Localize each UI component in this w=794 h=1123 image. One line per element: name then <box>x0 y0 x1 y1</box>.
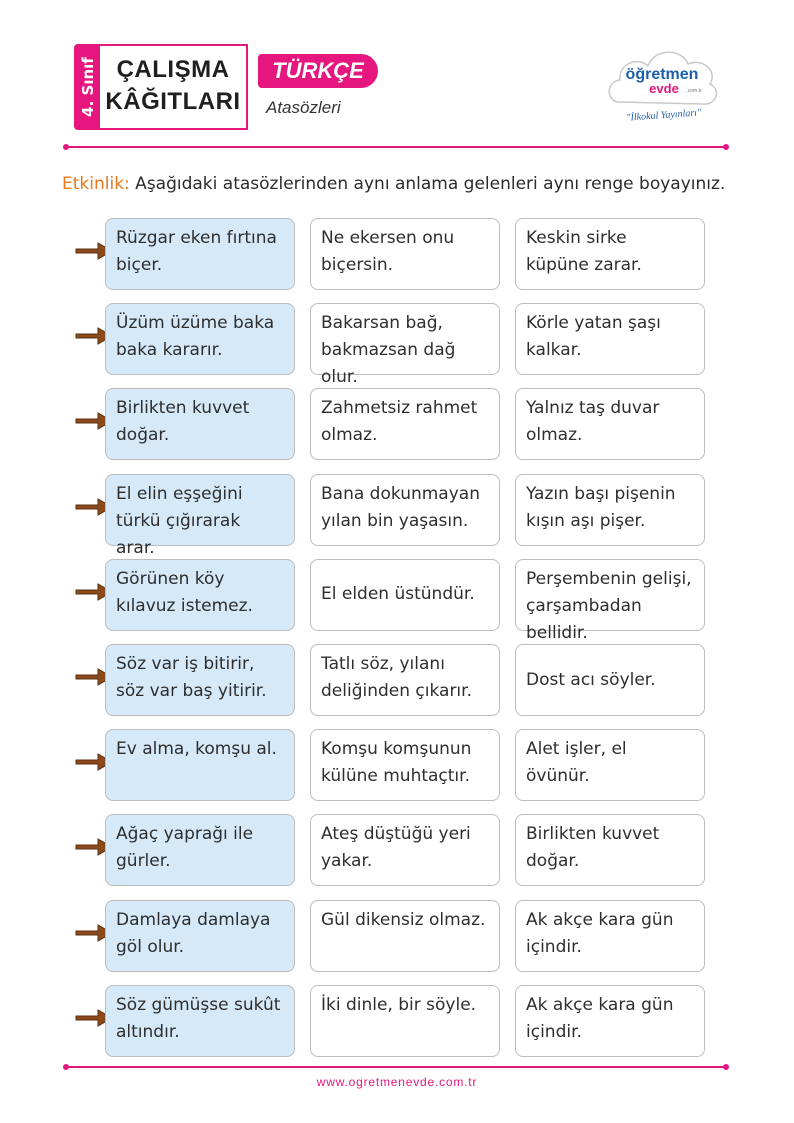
proverb-text: Tatlı söz, yılanı deliğinden çıkarır. <box>321 654 472 701</box>
proverb-text: Komşu komşunun külüne muhtaçtır. <box>321 739 472 787</box>
proverb-card-c1[interactable] <box>105 559 295 631</box>
proverb-card-c2[interactable] <box>310 474 500 546</box>
ogretmenevde-logo <box>604 40 722 130</box>
proverb-card-c1[interactable] <box>105 900 295 972</box>
proverb-text: Damlaya damlaya göl olur. <box>116 909 271 957</box>
logo-domain-text: .com.tr <box>686 88 702 94</box>
proverb-card-c3[interactable] <box>515 900 705 972</box>
proverb-text: Üzüm üzüme baka baka kararır. <box>116 313 275 361</box>
proverb-text: Körle yatan şaşı kalkar. <box>526 313 661 361</box>
proverb-text: İki dinle, bir söyle. <box>321 994 477 1015</box>
proverb-card-c2[interactable] <box>310 814 500 886</box>
proverb-text: Söz var iş bitirir, söz var baş yitirir. <box>116 654 267 701</box>
proverb-card-c3[interactable] <box>515 729 705 801</box>
proverb-card-c1[interactable] <box>105 474 295 558</box>
proverb-row <box>0 985 794 1057</box>
proverb-text: Yazın başı pişenin kışın aşı pişer. <box>526 483 676 531</box>
proverb-card-c1[interactable] <box>105 814 295 886</box>
title-line-2: KÂĞITLARI <box>105 88 241 115</box>
proverb-text: Dost acı söyler. <box>526 669 656 690</box>
proverb-card-c2[interactable] <box>310 900 500 972</box>
subject-badge: TÜRKÇE <box>258 54 378 88</box>
proverb-text: Ak akçe kara gün içindir. <box>526 909 674 957</box>
proverb-card-c1[interactable] <box>105 388 295 460</box>
proverb-text: Bana dokunmayan yılan bin yaşasın. <box>321 483 480 531</box>
proverb-text: Rüzgar eken fırtına biçer. <box>116 228 277 275</box>
activity-instruction <box>62 174 725 194</box>
proverb-text: Zahmetsiz rahmet olmaz. <box>321 398 478 446</box>
proverb-text: Keskin sirke küpüne zarar. <box>526 228 642 275</box>
proverb-card-c2[interactable] <box>310 559 500 631</box>
proverb-card-c3[interactable] <box>515 559 705 643</box>
activity-text: Aşağıdaki atasözlerinden aynı anlama gelenleri aynı renge boyayınız. <box>129 174 726 194</box>
proverb-card-c2[interactable] <box>310 303 500 388</box>
proverb-row <box>0 814 794 886</box>
proverb-text: Ağaç yaprağı ile gürler. <box>116 824 254 872</box>
logo-main-text: öğretmen <box>625 66 699 83</box>
proverb-card-c3[interactable] <box>515 814 705 886</box>
proverb-text: Görünen köy kılavuz istemez. <box>116 568 253 616</box>
grade-tab <box>74 44 102 130</box>
worksheet-title-box <box>100 44 248 130</box>
proverb-row <box>0 474 794 558</box>
proverb-card-c1[interactable] <box>105 985 295 1057</box>
proverb-text: Ne ekersen onu biçersin. <box>321 228 455 275</box>
grade-label: 4. Sınıf <box>79 57 97 117</box>
proverb-card-c2[interactable] <box>310 644 500 716</box>
proverb-text: Ak akçe kara gün içindir. <box>526 994 674 1042</box>
proverb-text: Gül dikensiz olmaz. <box>321 909 486 930</box>
proverb-row <box>0 388 794 460</box>
proverb-text: Perşembenin gelişi, çarşambadan bellidir. <box>526 568 692 643</box>
proverb-card-c1[interactable] <box>105 644 295 716</box>
proverb-text: Alet işler, el övünür. <box>526 739 627 787</box>
proverb-card-c3[interactable] <box>515 218 705 290</box>
proverb-card-c1[interactable] <box>105 303 295 375</box>
footer-url: www.ogretmenevde.com.tr <box>316 1075 478 1089</box>
topic-label: Atasözleri <box>266 98 341 117</box>
proverb-text: Birlikten kuvvet doğar. <box>116 398 250 446</box>
footer-divider <box>66 1066 726 1068</box>
proverb-card-c2[interactable] <box>310 985 500 1057</box>
proverb-row <box>0 644 794 716</box>
proverb-text: Bakarsan bağ, bakmazsan dağ olur. <box>321 313 456 388</box>
proverb-row <box>0 900 794 972</box>
proverb-text: Yalnız taş duvar olmaz. <box>526 398 660 446</box>
proverb-card-c2[interactable] <box>310 218 500 290</box>
title-line-1: ÇALIŞMA <box>116 56 230 83</box>
proverb-text: El elin eşşeğini türkü çığırarak arar. <box>116 483 243 558</box>
proverb-card-c1[interactable] <box>105 218 295 290</box>
logo-tagline: "İlkokul Yayınları" <box>626 107 702 124</box>
proverb-row <box>0 218 794 290</box>
proverb-row <box>0 303 794 388</box>
proverb-card-c3[interactable] <box>515 388 705 460</box>
proverb-text: Ateş düştüğü yeri yakar. <box>321 824 471 872</box>
header-divider <box>66 146 726 148</box>
proverb-row <box>0 729 794 801</box>
logo-sub-text: evde <box>649 81 679 96</box>
proverb-card-c3[interactable] <box>515 644 705 716</box>
activity-label: Etkinlik: <box>62 174 130 194</box>
proverb-card-c3[interactable] <box>515 303 705 375</box>
proverb-text: Birlikten kuvvet doğar. <box>526 824 660 872</box>
proverb-text: Ev alma, komşu al. <box>116 739 277 760</box>
proverb-card-c2[interactable] <box>310 729 500 801</box>
proverb-text: El elden üstündür. <box>321 584 475 605</box>
proverb-card-c2[interactable] <box>310 388 500 460</box>
proverb-text: Söz gümüşse sukût altındır. <box>116 994 281 1042</box>
proverb-card-c3[interactable] <box>515 474 705 546</box>
proverb-card-c3[interactable] <box>515 985 705 1057</box>
proverb-row <box>0 559 794 643</box>
proverb-card-c1[interactable] <box>105 729 295 801</box>
